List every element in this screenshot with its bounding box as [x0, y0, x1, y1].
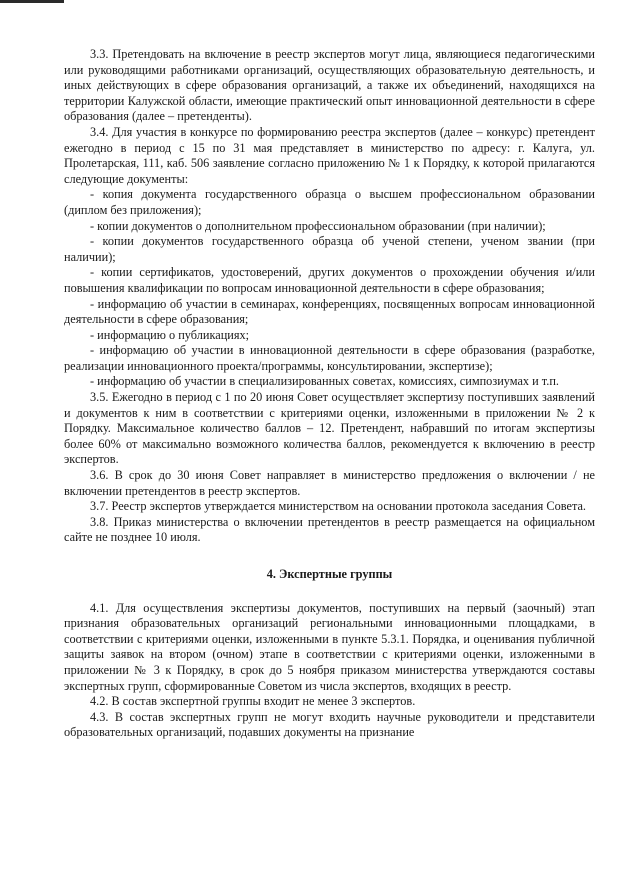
- paragraph-4-2: 4.2. В состав экспертной группы входит не менее 3 экспертов.: [90, 694, 416, 709]
- section-heading: 4. Экспертные группы: [266, 567, 393, 581]
- list-item-publications: - информацию о публикациях;: [90, 327, 250, 342]
- paragraph-3-5: 3.5. Ежегодно в период с 1 по 20 июня Совет осуществляет экспертизу поступивших заявлений и документов к ним в соответствии с критериями оценки, изложенными в приложении № 2 к Порядку. Максимальное количество баллов – 12. Претендент, набравший по итогам экспертизы более 60% от максимально возможного количества баллов, рекомендуется к включению в реестр экспертов.: [64, 390, 595, 467]
- list-item-seminars: - информацию об участии в семинарах, конференциях, посвященных вопросам инновационной деятельности в сфере образования;: [64, 296, 595, 327]
- paragraph-3-3: 3.3. Претендовать на включение в реестр экспертов могут лица, являющиеся педагогическими или руководящими работниками организаций, осуществляющих образовательную деятельность, и иных действующих в сфере образования организаций, а также их объединений, находящихся на территории Калужской области, имеющие практический опыт инновационной деятельности в сфере образования (далее – претенденты).: [64, 47, 595, 124]
- list-item-diploma: - копия документа государственного образца о высшем профессиональном образовании (диплом без приложения);: [64, 187, 595, 217]
- paragraph-3-7: 3.7. Реестр экспертов утверждается министерством на основании протокола заседания Совета.: [90, 499, 586, 514]
- paragraph-4-1: 4.1. Для осуществления экспертизы документов, поступивших на первый (заочный) этап признания образовательных организаций региональными инновационными площадками, в соответствии с критериями оценки, изложенными в пункте 5.3.1. Порядка, и оценивания публичной защиты заявок на втором (очном) этапе в соответствии с критериями оценки, изложенными в приложении № 3 к Порядку, в срок до 5 ноября приказом министерства утверждаются составы экспертных групп, сформированные Советом из числа экспертов, входящих в реестр.: [64, 600, 595, 693]
- document-page: [64, 47, 595, 741]
- scan-edge-mark: [0, 0, 64, 3]
- list-item-additional-education: - копии документов о дополнительном профессиональном образовании (при наличии);: [90, 218, 546, 233]
- list-item-certificates: - копии сертификатов, удостоверений, других документов о прохождении обучения и/или повышения квалификации по вопросам инновационной деятельности в сфере образования;: [64, 265, 595, 295]
- paragraph-4-3: 4.3. В состав экспертных групп не могут входить научные руководители и представители образовательных организаций, подавших документы на признание: [64, 709, 595, 740]
- list-item-academic-degree: - копии документов государственного образца об ученой степени, ученом звании (при наличии);: [64, 234, 595, 264]
- paragraph-3-6: 3.6. В срок до 30 июня Совет направляет в министерство предложения о включении / не включении претендентов в реестр экспертов.: [64, 468, 595, 498]
- list-item-councils: - информацию об участии в специализированных советах, комиссиях, симпозиумах и т.п.: [90, 374, 559, 389]
- list-item-innovation-activity: - информацию об участии в инновационной деятельности в сфере образования (разработке, реализации инновационного проекта/программы, консультировании, экспертизе);: [64, 343, 595, 373]
- paragraph-3-8: 3.8. Приказ министерства о включении претендентов в реестр размещается на официальном сайте не позднее 10 июля.: [64, 514, 595, 545]
- paragraph-3-4: 3.4. Для участия в конкурсе по формированию реестра экспертов (далее – конкурс) претендент ежегодно в период с 15 по 31 мая представляет в министерство по адресу: г. Калуга, ул. Пролетарская, 111, каб. 506 заявление согласно приложению № 1 к Порядку, к которой прилагаются следующие документы:: [64, 124, 595, 186]
